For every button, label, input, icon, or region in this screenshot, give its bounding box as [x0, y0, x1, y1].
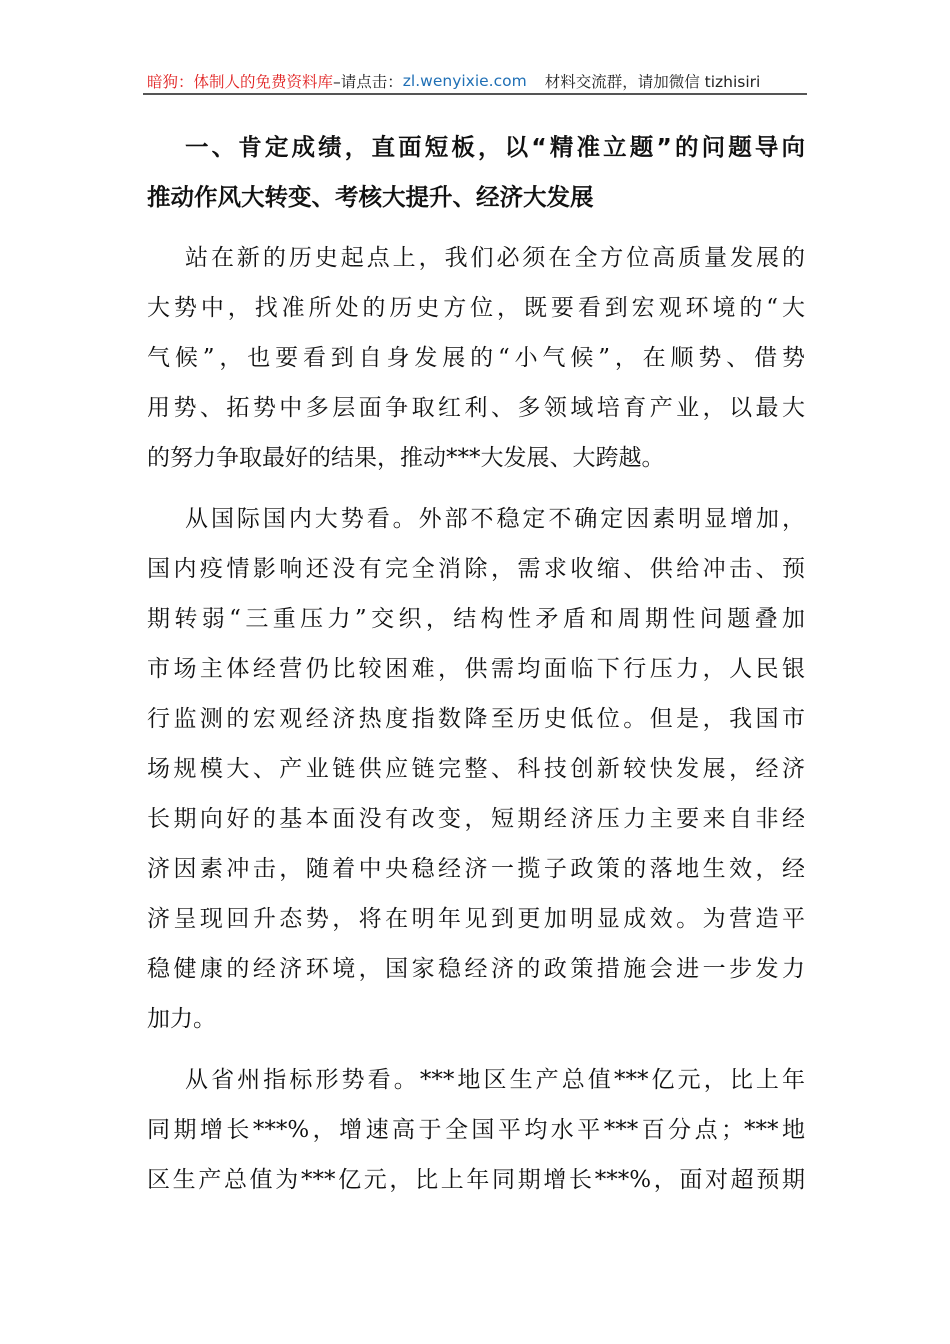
text-line: 长期向好的基本面没有改变，短期经济压力主要来自非经	[147, 806, 805, 832]
text-line: 用势、拓势中多层面争取红利、多领域培育产业，以最大	[147, 395, 805, 421]
text-line: 场规模大、产业链供应链完整、科技创新较快发展，经济	[147, 756, 805, 782]
text-line: 站在新的历史起点上，我们必须在全方位高质量发展的	[185, 245, 805, 271]
text-line: 期转弱“三重压力”交织，结构性矛盾和周期性问题叠加	[147, 606, 805, 632]
heading-line: 推动作风大转变、考核大提升、经济大发展	[147, 183, 594, 211]
heading-line: 一、肯定成绩，直面短板，以“精准立题”的问题导向	[185, 133, 805, 161]
paragraph	[147, 233, 805, 483]
text-line: 的努力争取最好的结果，推动***大发展、大跨越。	[147, 445, 665, 471]
text-line: 同期增长***%，增速高于全国平均水平***百分点；***地	[147, 1117, 805, 1143]
text-line: 国内疫情影响还没有完全消除，需求收缩、供给冲击、预	[147, 556, 805, 582]
text-line: 从国际国内大势看。外部不稳定不确定因素明显增加，	[185, 506, 805, 532]
text-line: 济呈现回升态势，将在明年见到更加明显成效。为营造平	[147, 906, 805, 932]
text-line: 行监测的宏观经济热度指数降至历史低位。但是，我国市	[147, 706, 805, 732]
section-heading	[147, 122, 805, 222]
site-link[interactable]: zl.wenyixie.com	[402, 72, 527, 90]
contact-text: 材料交流群，请加微信 tizhisiri	[544, 73, 761, 91]
text-line: 加力。	[147, 1006, 216, 1032]
click-prompt: –请点击：	[333, 73, 403, 91]
text-line: 市场主体经营仍比较困难，供需均面临下行压力，人民银	[147, 656, 805, 682]
text-line: 区生产总值为***亿元，比上年同期增长***%，面对超预期	[147, 1167, 805, 1193]
paragraph	[147, 494, 805, 1044]
text-line: 稳健康的经济环境，国家稳经济的政策措施会进一步发力	[147, 956, 805, 982]
paragraph	[147, 1055, 805, 1205]
header-divider	[143, 93, 807, 95]
text-line: 从省州指标形势看。***地区生产总值***亿元，比上年	[185, 1067, 805, 1093]
document-body	[147, 122, 805, 1205]
text-line: 大势中，找准所处的历史方位，既要看到宏观环境的“大	[147, 295, 805, 321]
promo-text: 暗狗：体制人的免费资料库	[147, 73, 334, 91]
page-header	[147, 68, 805, 94]
text-line: 气候”，也要看到自身发展的“小气候”，在顺势、借势	[147, 345, 805, 371]
text-line: 济因素冲击，随着中央稳经济一揽子政策的落地生效，经	[147, 856, 805, 882]
